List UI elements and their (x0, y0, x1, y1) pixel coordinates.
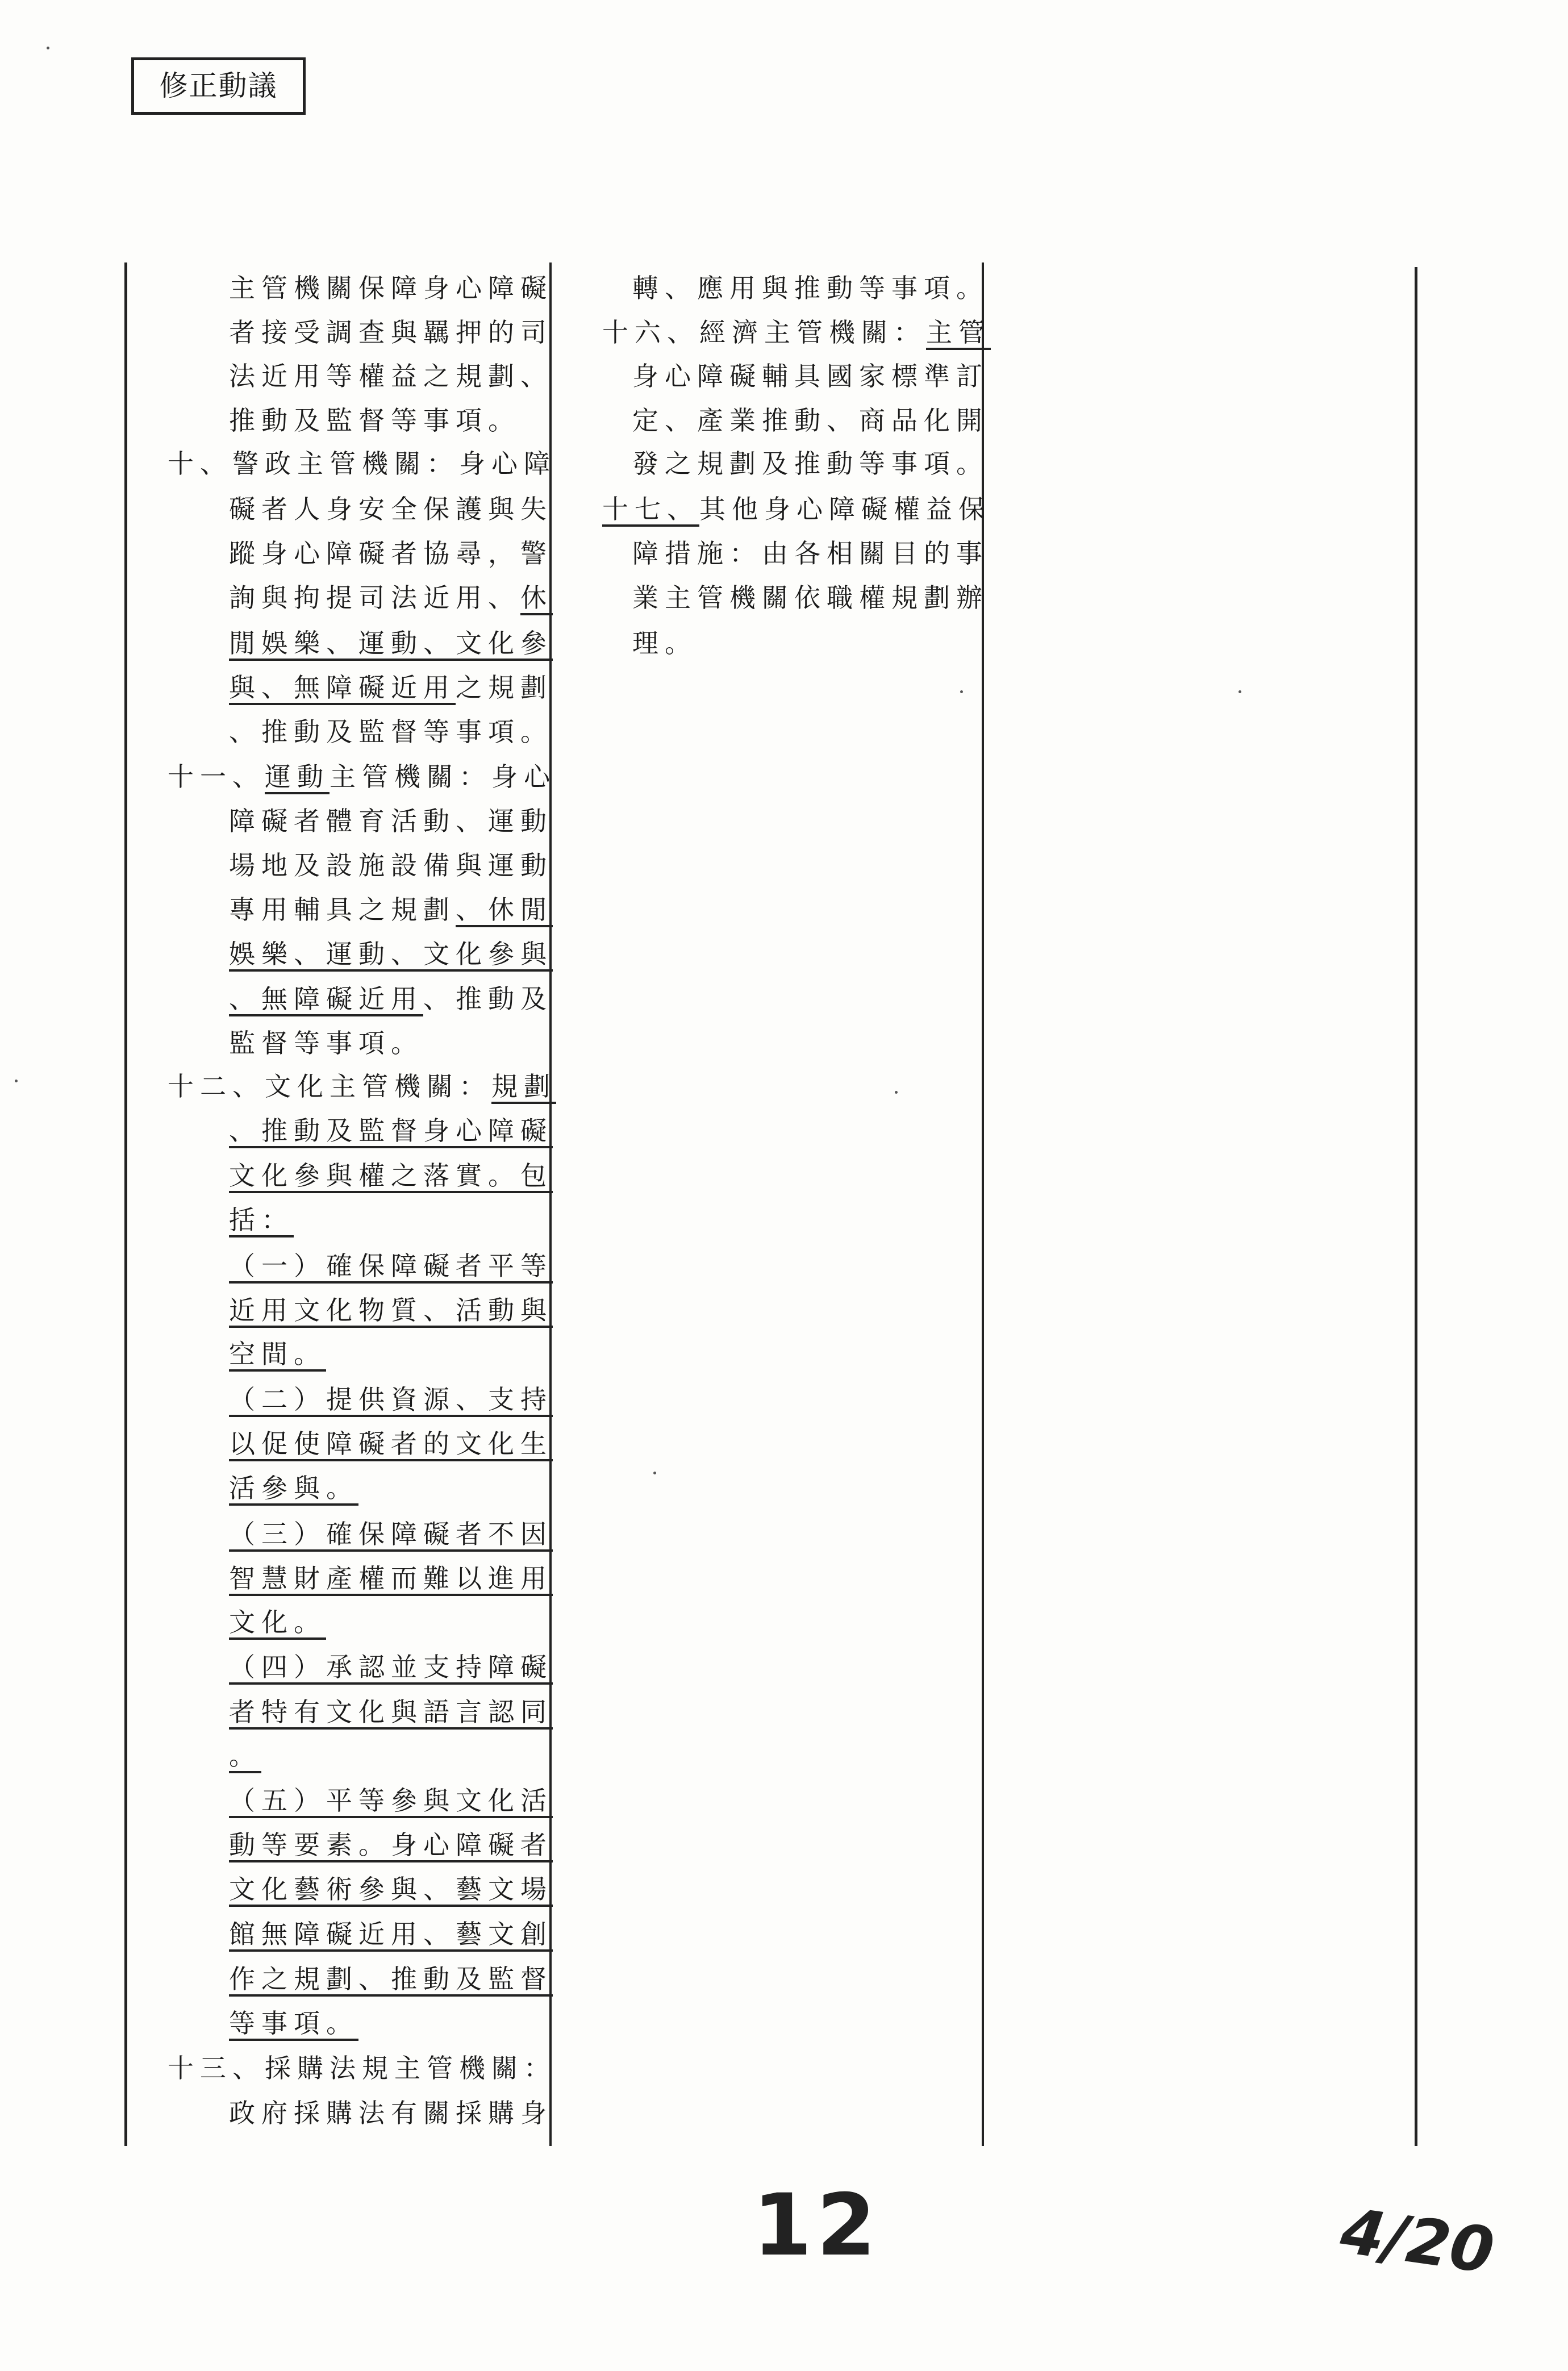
amended-text: 閒娛樂、運動、文化參 (229, 628, 553, 661)
amended-text: （二）提供資源、支持 (229, 1384, 553, 1417)
text-segment: 十六、經濟主管機關： (602, 317, 926, 348)
amended-text: 運動 (265, 761, 330, 794)
text-segment: 障措施：由各相關目的事 (632, 538, 989, 569)
left-column-line (229, 315, 553, 349)
left-column-line (229, 271, 553, 305)
text-segment: 轉、應用與推動等事項。 (632, 273, 989, 303)
text-segment: 、推動及監督等事項。 (229, 716, 553, 747)
amended-text: 括： (229, 1205, 294, 1237)
left-column-line (229, 1382, 553, 1416)
amended-text: 、無障礙近用 (229, 984, 423, 1016)
left-column-line (229, 804, 553, 838)
amended-text: 館無障礙近用、藝文創 (229, 1919, 553, 1952)
amended-text: 文化藝術參與、藝文場 (229, 1874, 553, 1907)
amended-text: 、休閒 (456, 894, 553, 927)
left-column-line (229, 1293, 553, 1327)
left-column-line (229, 1203, 294, 1237)
left-column-line (229, 1872, 553, 1906)
handwritten-page-number: 12 (753, 2176, 881, 2275)
text-segment: 業主管機關依職權規劃辦 (632, 582, 989, 613)
amended-text: 與、無障礙近用 (229, 672, 456, 705)
amended-text: 十七、 (602, 494, 699, 527)
amended-text: （五）平等參與文化活 (229, 1785, 553, 1818)
table-left-rule (124, 262, 127, 2146)
left-column-line (229, 670, 553, 705)
text-segment: 其他身心障礙權益保 (699, 494, 991, 524)
text-segment: 、推動及 (423, 984, 553, 1014)
scan-speck (895, 1091, 898, 1094)
left-column-line (229, 1828, 553, 1862)
left-column-line (229, 1605, 326, 1639)
text-segment: 主管機關保障身心障礙 (229, 273, 553, 303)
amended-text: 休 (520, 582, 553, 615)
amended-text: 等事項。 (229, 2008, 358, 2041)
amended-text: 者特有文化與語言認同 (229, 1697, 553, 1730)
right-column-line (602, 492, 991, 526)
left-column-line (229, 937, 553, 971)
text-segment: 十三、採購法規主管機關： (168, 2053, 556, 2084)
right-column-line (632, 447, 989, 481)
amended-text: 規劃 (491, 1071, 556, 1104)
amended-text: 、推動及監督身心障礙 (229, 1115, 553, 1148)
left-column-line (229, 581, 553, 615)
left-column-line (229, 1561, 553, 1595)
right-column-line (602, 315, 991, 349)
scan-speck (47, 47, 49, 49)
left-column-line (229, 536, 553, 570)
text-segment: 定、產業推動、商品化開 (632, 405, 989, 436)
left-column-line (168, 760, 556, 794)
text-segment: 主管機關：身心 (330, 761, 556, 792)
right-column-line (632, 536, 989, 570)
left-column-line (229, 982, 553, 1016)
text-segment: 政府採購法有關採購身 (229, 2098, 553, 2128)
left-column-line (229, 1026, 423, 1060)
text-segment: 十、警政主管機關：身心障 (168, 448, 556, 479)
handwritten-page-fraction: 4/20 (1336, 2194, 1499, 2288)
left-column-line (229, 1962, 553, 1996)
left-column-line (168, 2051, 556, 2085)
scan-speck (15, 1080, 18, 1082)
text-segment: 身心障礙輔具國家標準訂 (632, 361, 989, 391)
text-segment: 之規劃 (456, 672, 553, 703)
left-column-line (229, 2096, 553, 2130)
text-segment: 場地及設施設備與運動 (229, 850, 553, 881)
text-segment: 發之規劃及推動等事項。 (632, 448, 989, 479)
right-column-line (632, 359, 989, 393)
amended-text: 文化參與權之落實。包 (229, 1160, 553, 1193)
left-column-line (229, 1337, 326, 1371)
amended-text: 以促使障礙者的文化生 (229, 1428, 553, 1461)
amended-text: （四）承認並支持障礙 (229, 1652, 553, 1685)
left-column-line (229, 1784, 553, 1818)
amended-text: 近用文化物質、活動與 (229, 1295, 553, 1328)
text-segment: 者接受調查與羈押的司 (229, 317, 553, 348)
amended-text: 活參與。 (229, 1473, 358, 1506)
left-column-line (229, 1471, 358, 1505)
amended-text: 。 (229, 1740, 261, 1773)
text-segment: 法近用等權益之規劃、 (229, 361, 553, 391)
left-column-line (229, 893, 553, 927)
text-segment: 理。 (632, 628, 697, 659)
scan-speck (1238, 690, 1241, 693)
left-column-line (229, 1517, 553, 1551)
text-segment: 障礙者體育活動、運動 (229, 806, 553, 836)
left-column-line (229, 626, 553, 660)
left-column-line (229, 1114, 553, 1148)
left-column-line (229, 1739, 261, 1773)
amended-text: 動等要素。身心障礙者 (229, 1830, 553, 1862)
left-column-line (168, 1069, 556, 1103)
left-column-line (229, 1249, 553, 1283)
text-segment: 詢與拘提司法近用、 (229, 582, 520, 613)
amended-text: 智慧財產權而難以進用 (229, 1563, 553, 1596)
left-column-line (168, 447, 556, 481)
amended-text: （一）確保障礙者平等 (229, 1251, 553, 1284)
left-column-line (229, 1917, 553, 1951)
text-segment: 十一、 (168, 761, 265, 792)
left-column-line (229, 1695, 553, 1729)
left-column-line (229, 359, 553, 393)
text-segment: 蹤身心障礙者協尋，警 (229, 538, 553, 569)
text-segment: 專用輔具之規劃 (229, 894, 456, 925)
amended-text: 主管 (926, 317, 991, 350)
amended-text: 空間。 (229, 1339, 326, 1372)
left-column-line (229, 715, 553, 749)
right-column-line (632, 403, 989, 437)
amended-text: 娛樂、運動、文化參與 (229, 939, 553, 972)
right-column-line (632, 581, 989, 615)
amended-text: （三）確保障礙者不因 (229, 1519, 553, 1552)
text-segment: 推動及監督等事項。 (229, 405, 520, 436)
right-column-line (632, 271, 989, 305)
left-column-line (229, 2006, 358, 2040)
left-column-line (229, 403, 520, 437)
left-column-line (229, 492, 553, 526)
left-column-line (229, 1427, 553, 1461)
text-segment: 監督等事項。 (229, 1028, 423, 1059)
motion-stamp: 修正動議 (131, 57, 306, 115)
table-right-rule (1415, 267, 1417, 2146)
left-column-line (229, 848, 553, 882)
text-segment: 礙者人身安全保護與失 (229, 494, 553, 524)
scan-speck (960, 690, 963, 693)
amended-text: 作之規劃、推動及監督 (229, 1964, 553, 1997)
text-segment: 十二、文化主管機關： (168, 1071, 491, 1102)
right-column-line (632, 626, 697, 660)
amended-text: 文化。 (229, 1607, 326, 1640)
left-column-line (229, 1650, 553, 1684)
left-column-line (229, 1159, 553, 1193)
scan-speck (653, 1472, 656, 1474)
